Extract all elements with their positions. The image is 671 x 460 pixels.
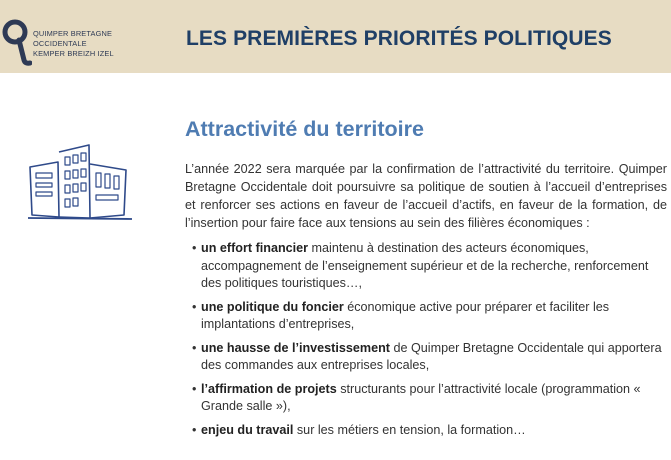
bullet-marker: • [192,381,197,396]
bullet-bold: une hausse de l’investissement [201,340,390,355]
logo-line: QUIMPER BRETAGNE [33,29,113,38]
bullet-text: économique active pour préparer et faciliter les implantations d’entreprises, [201,299,610,331]
list-item [192,299,662,334]
bullet-bold: l’affirmation de projets [201,381,337,396]
bullet-marker: • [192,340,197,355]
bullet-marker: • [192,299,197,314]
page-header [0,0,671,73]
bullet-marker: • [192,241,197,255]
logo-line: KEMPER BREIZH IZEL [33,49,114,58]
bullet-marker: • [192,422,197,437]
section-title: Attractivité du territoire [185,117,424,141]
bullet-bold: un effort financier [201,241,309,255]
quimper-logo-icon [2,16,32,66]
bullet-bold: une politique du foncier [201,299,344,314]
bullet-text: maintenu à destination des acteurs économiques, accompagnement de l’enseignement supérieur et de la recherche, renforcement des politiques touristiques…, [201,241,649,290]
logo-text [33,29,114,59]
priority-list [192,240,662,445]
bullet-text: de Quimper Bretagne Occidentale qui apportera des commandes aux entreprises locales, [201,340,662,372]
logo-line: OCCIDENTALE [33,39,87,48]
bullet-bold: enjeu du travail [201,422,294,437]
list-item [192,381,662,416]
bullet-text: sur les métiers en tension, la formation… [293,422,526,437]
page-title: LES PREMIÈRES PRIORITÉS POLITIQUES [186,27,612,50]
intro-paragraph: L’année 2022 sera marquée par la confirmation de l’attractivité du territoire. Quimper Bretagne Occidentale doit poursuivre sa politique de soutien à l’accueil d’entreprises et renforcer ses actions en faveur de l’accueil d’actifs, en faveur de la formation, de l’insertion pour faire face aux tensions au sein des filières économiques : [185,162,667,230]
bullet-text: structurants pour l’attractivité locale (programmation « Grande salle »), [201,381,641,413]
buildings-icon [28,143,148,223]
list-item [192,422,662,440]
list-item [192,340,662,375]
list-item [192,240,662,293]
